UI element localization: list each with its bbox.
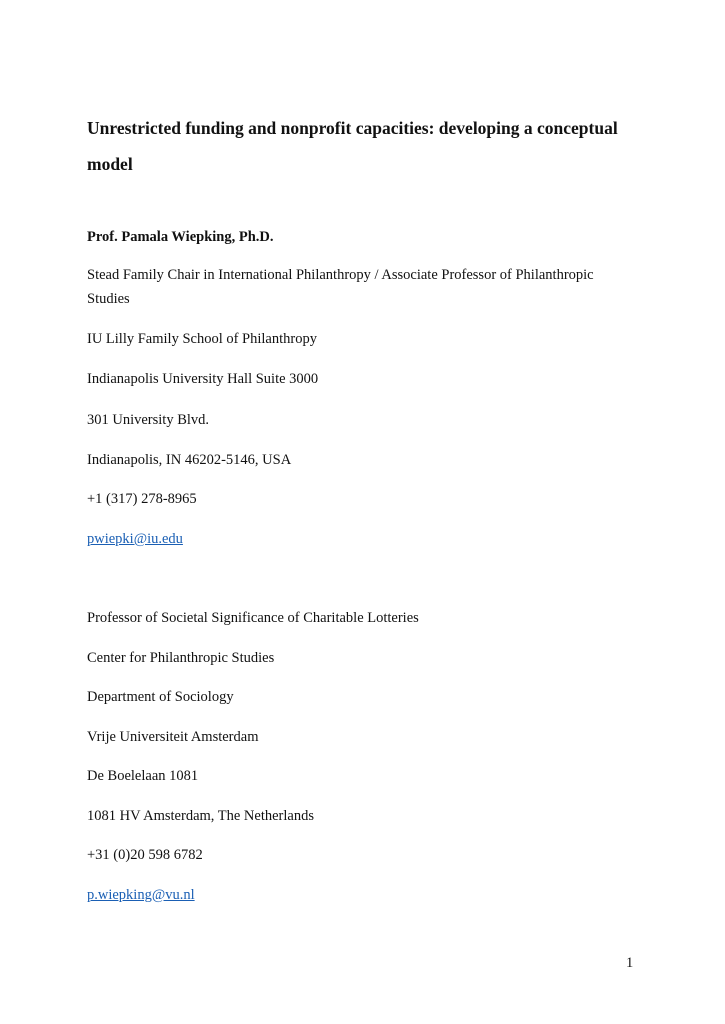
affiliation-2-department: Department of Sociology (87, 689, 234, 705)
affiliation-2-position: Professor of Societal Significance of Charitable Lotteries (87, 610, 419, 626)
affiliation-1-phone: +1 (317) 278-8965 (87, 491, 197, 507)
email-link-iu[interactable]: pwiepki@iu.edu (87, 531, 183, 547)
affiliation-2-city: 1081 HV Amsterdam, The Netherlands (87, 808, 314, 824)
author-name: Prof. Pamala Wiepking, Ph.D. (87, 229, 274, 245)
affiliation-2-university: Vrije Universiteit Amsterdam (87, 729, 259, 745)
affiliation-2-phone: +31 (0)20 598 6782 (87, 847, 203, 863)
affiliation-1-position: Stead Family Chair in International Philanthropy / Associate Professor of Philanthropic Studies (87, 267, 594, 307)
affiliation-1-building: Indianapolis University Hall Suite 3000 (87, 371, 319, 387)
affiliation-2-street: De Boelelaan 1081 (87, 768, 199, 784)
affiliation-1-email[interactable] (87, 527, 183, 551)
affiliation-2-center: Center for Philanthropic Studies (87, 650, 275, 666)
affiliation-1-street: 301 University Blvd. (87, 412, 210, 428)
email-link-vu[interactable]: p.wiepking@vu.nl (87, 887, 195, 903)
affiliation-1-city: Indianapolis, IN 46202-5146, USA (87, 452, 292, 468)
page-number: 1 (626, 955, 634, 971)
affiliation-2-email[interactable] (87, 883, 195, 907)
affiliation-1-school: IU Lilly Family School of Philanthropy (87, 331, 317, 347)
document-title: Unrestricted funding and nonprofit capacities: developing a conceptual model (87, 118, 618, 174)
